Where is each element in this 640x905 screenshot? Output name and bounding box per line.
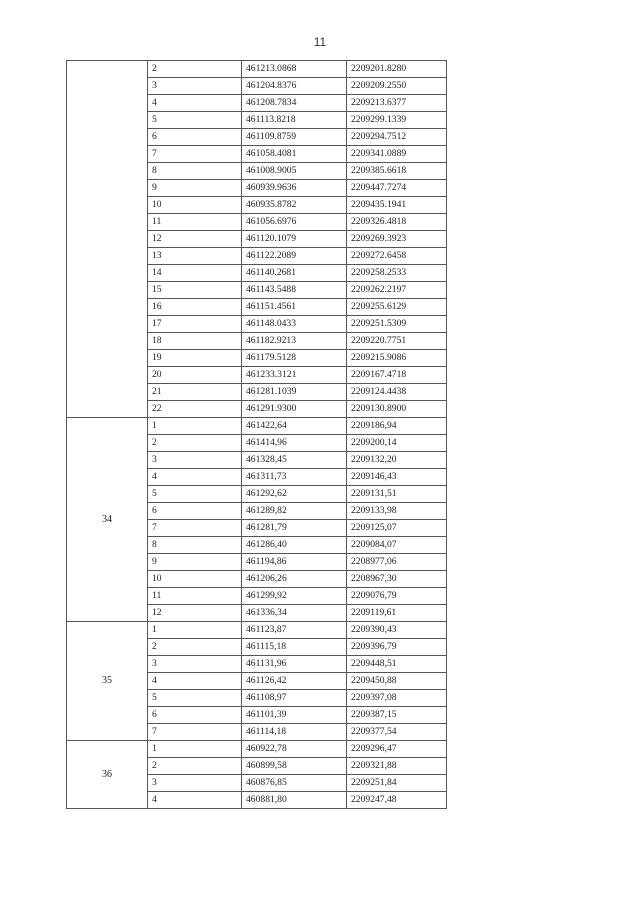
x-coordinate-cell: 461131,96 — [242, 656, 347, 673]
x-coordinate-cell: 460876,85 — [242, 775, 347, 792]
y-coordinate-cell: 2209396,79 — [347, 639, 447, 656]
point-number-cell: 8 — [148, 163, 242, 180]
y-coordinate-cell: 2208977,06 — [347, 554, 447, 571]
y-coordinate-cell: 2209131,51 — [347, 486, 447, 503]
y-coordinate-cell: 2209269.3923 — [347, 231, 447, 248]
x-coordinate-cell: 461148.0433 — [242, 316, 347, 333]
x-coordinate-cell: 461126,42 — [242, 673, 347, 690]
point-number-cell: 8 — [148, 537, 242, 554]
x-coordinate-cell: 460939.9636 — [242, 180, 347, 197]
point-number-cell: 6 — [148, 503, 242, 520]
point-number-cell: 22 — [148, 401, 242, 418]
x-coordinate-cell: 461108,97 — [242, 690, 347, 707]
y-coordinate-cell: 2209450,88 — [347, 673, 447, 690]
point-number-cell: 11 — [148, 214, 242, 231]
point-number-cell: 2 — [148, 758, 242, 775]
y-coordinate-cell: 2209124.4438 — [347, 384, 447, 401]
x-coordinate-cell: 461140.2681 — [242, 265, 347, 282]
point-number-cell: 16 — [148, 299, 242, 316]
point-number-cell: 6 — [148, 707, 242, 724]
y-coordinate-cell: 2209296,47 — [347, 741, 447, 758]
y-coordinate-cell: 2209125,07 — [347, 520, 447, 537]
x-coordinate-cell: 460881,80 — [242, 792, 347, 809]
table-row — [67, 418, 447, 435]
point-number-cell: 10 — [148, 197, 242, 214]
x-coordinate-cell: 461056.6976 — [242, 214, 347, 231]
y-coordinate-cell: 2209385.6618 — [347, 163, 447, 180]
y-coordinate-cell: 2209220.7751 — [347, 333, 447, 350]
point-number-cell: 3 — [148, 452, 242, 469]
x-coordinate-cell: 461179.5128 — [242, 350, 347, 367]
y-coordinate-cell: 2209299.1339 — [347, 112, 447, 129]
point-number-cell: 9 — [148, 554, 242, 571]
y-coordinate-cell: 2209251.5309 — [347, 316, 447, 333]
y-coordinate-cell: 2209076,79 — [347, 588, 447, 605]
point-number-cell: 2 — [148, 639, 242, 656]
x-coordinate-cell: 461151.4561 — [242, 299, 347, 316]
table-row — [67, 622, 447, 639]
point-number-cell: 4 — [148, 673, 242, 690]
plot-number-cell: 36 — [67, 741, 148, 809]
y-coordinate-cell: 2209215.9086 — [347, 350, 447, 367]
point-number-cell: 6 — [148, 129, 242, 146]
y-coordinate-cell: 2208967,30 — [347, 571, 447, 588]
point-number-cell: 10 — [148, 571, 242, 588]
y-coordinate-cell: 2209130.8900 — [347, 401, 447, 418]
point-number-cell: 5 — [148, 486, 242, 503]
y-coordinate-cell: 2209326.4818 — [347, 214, 447, 231]
x-coordinate-cell: 460935.8782 — [242, 197, 347, 214]
point-number-cell: 15 — [148, 282, 242, 299]
point-number-cell: 18 — [148, 333, 242, 350]
x-coordinate-cell: 461109.8759 — [242, 129, 347, 146]
x-coordinate-cell: 461414,96 — [242, 435, 347, 452]
y-coordinate-cell: 2209200,14 — [347, 435, 447, 452]
x-coordinate-cell: 461336,34 — [242, 605, 347, 622]
y-coordinate-cell: 2209132,20 — [347, 452, 447, 469]
point-number-cell: 17 — [148, 316, 242, 333]
coordinates-table-body — [67, 61, 447, 809]
y-coordinate-cell: 2209258.2533 — [347, 265, 447, 282]
point-number-cell: 4 — [148, 792, 242, 809]
y-coordinate-cell: 2209084,07 — [347, 537, 447, 554]
point-number-cell: 12 — [148, 231, 242, 248]
point-number-cell: 12 — [148, 605, 242, 622]
point-number-cell: 4 — [148, 469, 242, 486]
x-coordinate-cell: 461208.7834 — [242, 95, 347, 112]
y-coordinate-cell: 2209146,43 — [347, 469, 447, 486]
x-coordinate-cell: 460899,58 — [242, 758, 347, 775]
point-number-cell: 2 — [148, 61, 242, 78]
x-coordinate-cell: 461113.8218 — [242, 112, 347, 129]
x-coordinate-cell: 461289,82 — [242, 503, 347, 520]
y-coordinate-cell: 2209294.7512 — [347, 129, 447, 146]
point-number-cell: 9 — [148, 180, 242, 197]
x-coordinate-cell: 461233.3121 — [242, 367, 347, 384]
y-coordinate-cell: 2209255.6129 — [347, 299, 447, 316]
x-coordinate-cell: 460922,78 — [242, 741, 347, 758]
x-coordinate-cell: 461311,73 — [242, 469, 347, 486]
y-coordinate-cell: 2209272.6458 — [347, 248, 447, 265]
y-coordinate-cell: 2209251,84 — [347, 775, 447, 792]
x-coordinate-cell: 461422,64 — [242, 418, 347, 435]
y-coordinate-cell: 2209377,54 — [347, 724, 447, 741]
y-coordinate-cell: 2209390,43 — [347, 622, 447, 639]
y-coordinate-cell: 2209213.6377 — [347, 95, 447, 112]
point-number-cell: 3 — [148, 656, 242, 673]
point-number-cell: 7 — [148, 520, 242, 537]
point-number-cell: 19 — [148, 350, 242, 367]
x-coordinate-cell: 461115,18 — [242, 639, 347, 656]
x-coordinate-cell: 461292,62 — [242, 486, 347, 503]
point-number-cell: 7 — [148, 146, 242, 163]
x-coordinate-cell: 461281,79 — [242, 520, 347, 537]
y-coordinate-cell: 2209167.4718 — [347, 367, 447, 384]
table-row — [67, 61, 447, 78]
point-number-cell: 3 — [148, 775, 242, 792]
point-number-cell: 1 — [148, 622, 242, 639]
y-coordinate-cell: 2209209.2550 — [347, 78, 447, 95]
point-number-cell: 1 — [148, 418, 242, 435]
point-number-cell: 3 — [148, 78, 242, 95]
y-coordinate-cell: 2209341.0889 — [347, 146, 447, 163]
point-number-cell: 20 — [148, 367, 242, 384]
y-coordinate-cell: 2209133,98 — [347, 503, 447, 520]
y-coordinate-cell: 2209448,51 — [347, 656, 447, 673]
point-number-cell: 21 — [148, 384, 242, 401]
x-coordinate-cell: 461143.5488 — [242, 282, 347, 299]
x-coordinate-cell: 461204.8376 — [242, 78, 347, 95]
x-coordinate-cell: 461182.9213 — [242, 333, 347, 350]
point-number-cell: 4 — [148, 95, 242, 112]
x-coordinate-cell: 461122.2089 — [242, 248, 347, 265]
x-coordinate-cell: 461058.4081 — [242, 146, 347, 163]
y-coordinate-cell: 2209321,88 — [347, 758, 447, 775]
x-coordinate-cell: 461206,26 — [242, 571, 347, 588]
x-coordinate-cell: 461008.9005 — [242, 163, 347, 180]
y-coordinate-cell: 2209201.8280 — [347, 61, 447, 78]
x-coordinate-cell: 461194,86 — [242, 554, 347, 571]
x-coordinate-cell: 461101,39 — [242, 707, 347, 724]
x-coordinate-cell: 461281.1039 — [242, 384, 347, 401]
y-coordinate-cell: 2209186,94 — [347, 418, 447, 435]
plot-number-cell — [67, 61, 148, 418]
point-number-cell: 2 — [148, 435, 242, 452]
point-number-cell: 7 — [148, 724, 242, 741]
x-coordinate-cell: 461114,18 — [242, 724, 347, 741]
table-row — [67, 741, 447, 758]
x-coordinate-cell: 461120.1079 — [242, 231, 347, 248]
y-coordinate-cell: 2209247,48 — [347, 792, 447, 809]
x-coordinate-cell: 461123,87 — [242, 622, 347, 639]
x-coordinate-cell: 461213.0868 — [242, 61, 347, 78]
x-coordinate-cell: 461286,40 — [242, 537, 347, 554]
x-coordinate-cell: 461328,45 — [242, 452, 347, 469]
point-number-cell: 1 — [148, 741, 242, 758]
y-coordinate-cell: 2209435.1941 — [347, 197, 447, 214]
y-coordinate-cell: 2209387,15 — [347, 707, 447, 724]
coordinates-table — [66, 60, 447, 809]
x-coordinate-cell: 461299,92 — [242, 588, 347, 605]
y-coordinate-cell: 2209447.7274 — [347, 180, 447, 197]
plot-number-cell: 35 — [67, 622, 148, 741]
plot-number-cell: 34 — [67, 418, 148, 622]
x-coordinate-cell: 461291.9300 — [242, 401, 347, 418]
y-coordinate-cell: 2209397,08 — [347, 690, 447, 707]
page-number: 11 — [313, 35, 327, 49]
point-number-cell: 11 — [148, 588, 242, 605]
point-number-cell: 5 — [148, 690, 242, 707]
y-coordinate-cell: 2209262.2197 — [347, 282, 447, 299]
point-number-cell: 5 — [148, 112, 242, 129]
point-number-cell: 14 — [148, 265, 242, 282]
point-number-cell: 13 — [148, 248, 242, 265]
y-coordinate-cell: 2209119,61 — [347, 605, 447, 622]
